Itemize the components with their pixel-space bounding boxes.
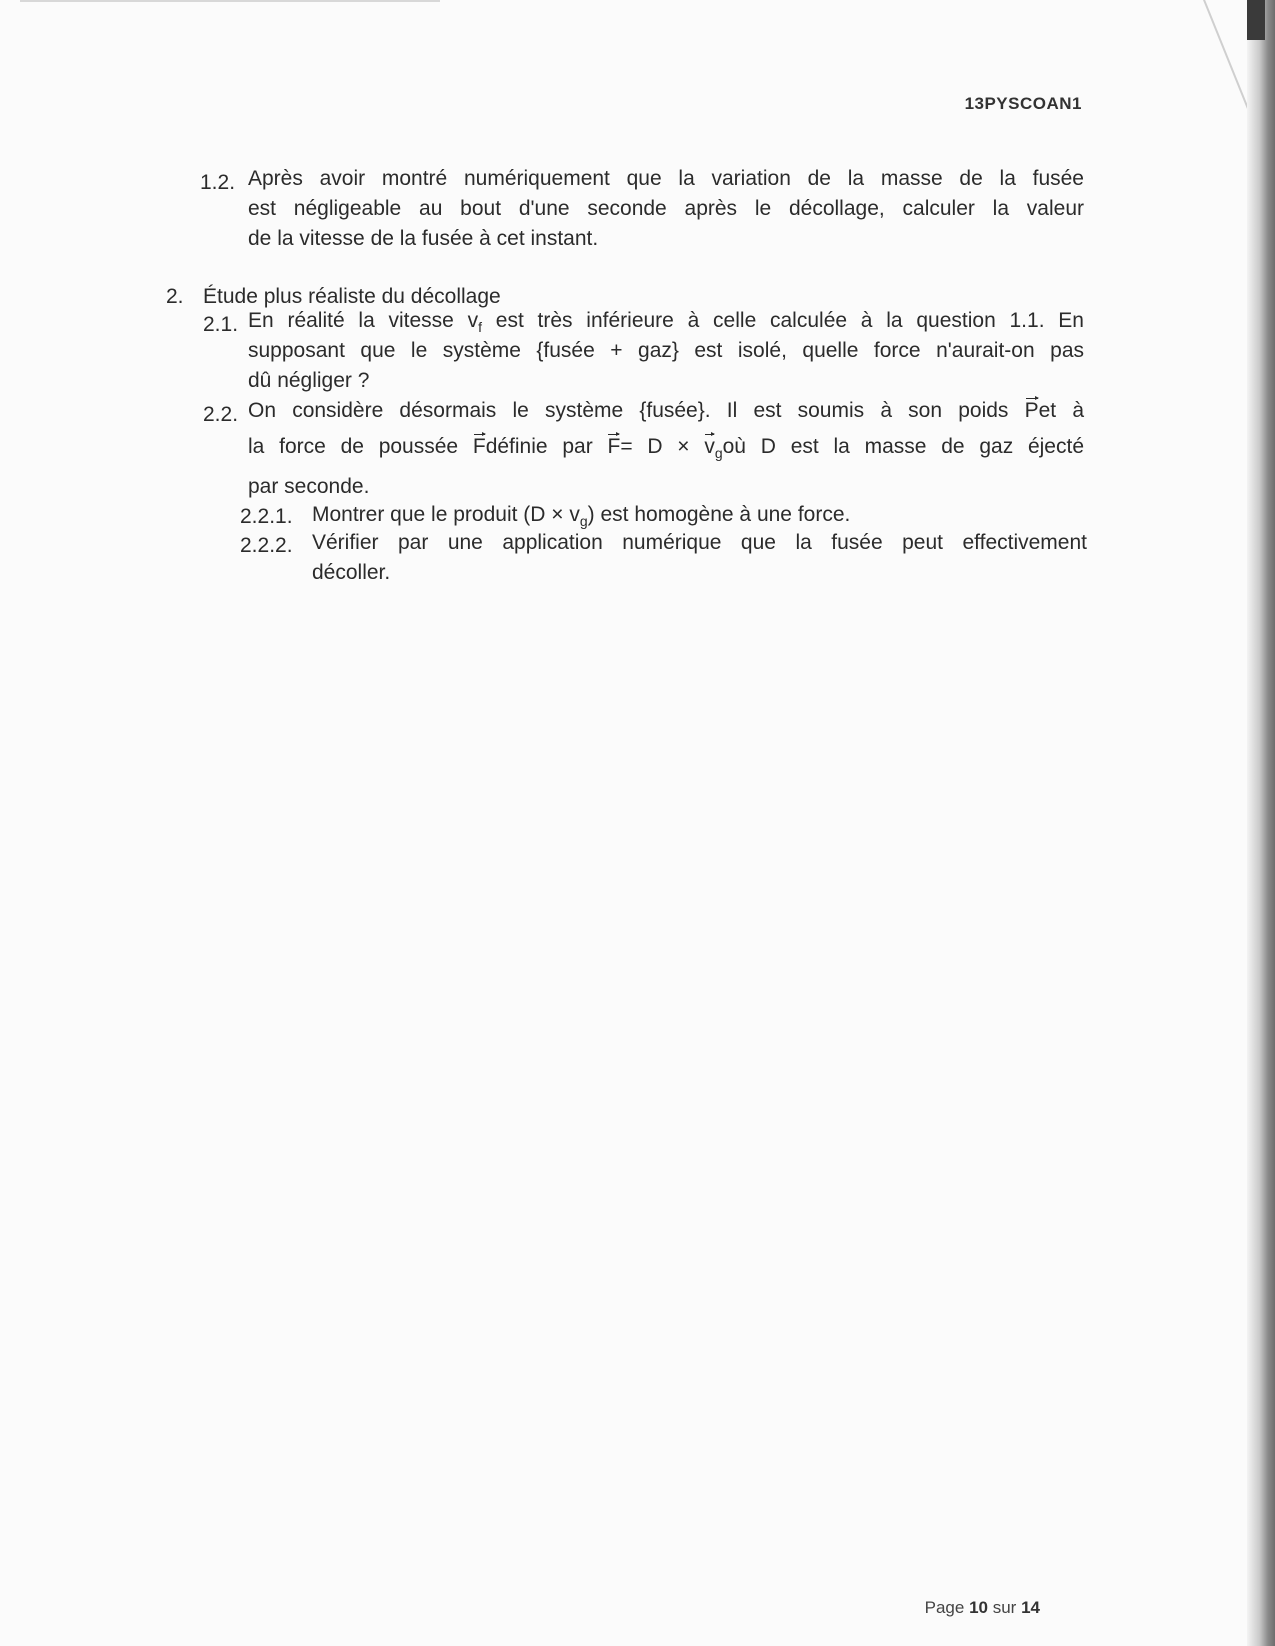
page-label: Page	[924, 1598, 965, 1617]
sur-label: sur	[992, 1598, 1017, 1617]
question-number-2-1: 2.1.	[203, 313, 239, 336]
question-1-2-line-2: est négligeable au bout d'une seconde après le décollage, calculer la valeur	[248, 197, 1084, 220]
total-pages: 14	[1021, 1598, 1040, 1617]
question-2-2-line-1: On considère désormais le système {fusée}. Il est soumis à son poids Pet à	[248, 396, 1084, 426]
question-2-2-1-text: Montrer que le produit $(D \times v_g)$ est homogène à une force.	[312, 503, 851, 529]
vector-f-equation: F	[607, 432, 620, 462]
document-code: 13PYSCOAN1	[964, 94, 1082, 113]
question-number-2-2: 2.2.	[203, 403, 239, 426]
vector-p: P	[1025, 396, 1039, 426]
question-1-2-line-3: de la vitesse de la fusée à cet instant.	[248, 227, 599, 250]
question-2-2-2-line-1: Vérifier par une application numérique que la fusée peut effectivement	[312, 531, 1087, 554]
question-2-1-line-2: supposant que le système {fusée + gaz} est isolé, quelle force n'aurait-on pas	[248, 339, 1084, 362]
question-number-2-2-2: 2.2.2.	[240, 534, 293, 557]
vector-v: v	[704, 432, 715, 462]
scan-corner-shadow	[1247, 0, 1265, 40]
question-2-2-2-line-2: décoller.	[312, 561, 391, 584]
question-2-1-line-1: En réalité la vitesse $v_f$ est très inférieure à celle calculée à la question 1.1. En	[248, 309, 1084, 335]
question-2-2-line-2: la force de poussée Fdéfinie par $F= D \times v_goù$ D est la masse de gaz éjecté	[248, 432, 1084, 468]
question-2-1-line-3: dû négliger ?	[248, 369, 370, 392]
section-number-2: 2.	[166, 285, 184, 308]
page-number: 10	[969, 1598, 988, 1617]
scan-right-edge	[1247, 0, 1275, 1646]
question-1-2-line-1: Après avoir montré numériquement que la variation de la masse de la fusée	[248, 167, 1084, 190]
question-number-1-2: 1.2.	[200, 171, 236, 194]
vector-f: F	[473, 432, 486, 462]
question-2-2-line-3: par seconde.	[248, 475, 370, 498]
section-2-title: Étude plus réaliste du décollage	[203, 285, 501, 308]
scan-top-edge	[20, 0, 440, 2]
question-number-2-2-1: 2.2.1.	[240, 505, 293, 528]
page-footer	[925, 1598, 1040, 1618]
